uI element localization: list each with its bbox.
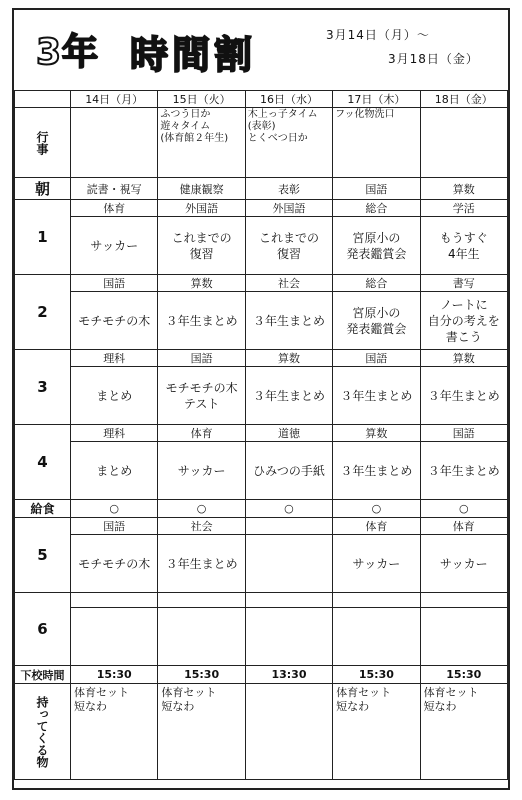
row-label-gekou: 下校時間	[15, 666, 71, 684]
subject-cell: 理科	[71, 350, 158, 367]
content-cell: ノートに 自分の考えを 書こう	[420, 292, 507, 350]
subject-cell: 国語	[420, 425, 507, 442]
period-subject-row	[15, 200, 508, 217]
date-range-start: 3月14日（月）～	[326, 28, 430, 42]
subject-cell: 体育	[71, 200, 158, 217]
content-cell: ３年生まとめ	[245, 292, 332, 350]
morning-cell: 健康観察	[158, 178, 245, 200]
content-cell: モチモチの木	[71, 535, 158, 593]
morning-cell: 表彰	[245, 178, 332, 200]
items-cell: 体育セット 短なわ	[333, 684, 420, 780]
content-cell: サッカー	[420, 535, 507, 593]
event-cell	[420, 108, 507, 178]
dismissal-time: 13:30	[245, 666, 332, 684]
subject-cell: 国語	[158, 350, 245, 367]
content-cell: サッカー	[333, 535, 420, 593]
day-header: 17日（木）	[333, 91, 420, 108]
gyoji-row	[15, 108, 508, 178]
subject-cell	[245, 518, 332, 535]
content-cell: まとめ	[71, 442, 158, 500]
dismissal-time: 15:30	[71, 666, 158, 684]
period-label: 3	[15, 350, 71, 425]
period-label: 1	[15, 200, 71, 275]
day-header: 18日（金）	[420, 91, 507, 108]
period-subject-row	[15, 518, 508, 535]
period-label: 5	[15, 518, 71, 593]
period-content-row	[15, 442, 508, 500]
subject-cell: 国語	[71, 275, 158, 292]
lunch-mark: ○	[420, 500, 507, 518]
period-content-row	[15, 217, 508, 275]
content-cell: これまでの 復習	[245, 217, 332, 275]
event-cell: 木上っ子タイム (表彰) とくべつ日か	[245, 108, 332, 178]
day-header-row	[15, 91, 508, 108]
period-label: 6	[15, 593, 71, 666]
content-cell	[245, 608, 332, 666]
gekou-row	[15, 666, 508, 684]
event-cell: ふつう日か 遊々タイム (体育館２年生)	[158, 108, 245, 178]
subject-cell: 総合	[333, 275, 420, 292]
subject-cell: 算数	[245, 350, 332, 367]
subject-cell: 理科	[71, 425, 158, 442]
page-title: 時間割	[130, 33, 257, 77]
subject-cell: 書写	[420, 275, 507, 292]
dismissal-time: 15:30	[420, 666, 507, 684]
content-cell: ひみつの手紙	[245, 442, 332, 500]
content-cell	[71, 608, 158, 666]
subject-cell: 算数	[333, 425, 420, 442]
content-cell: 宮原小の 発表鑑賞会	[333, 217, 420, 275]
day-header: 14日（月）	[71, 91, 158, 108]
content-cell	[158, 608, 245, 666]
subject-cell	[333, 593, 420, 608]
subject-cell: 算数	[158, 275, 245, 292]
row-label-motte	[15, 684, 71, 780]
subject-cell: 道徳	[245, 425, 332, 442]
content-cell: ３年生まとめ	[420, 442, 507, 500]
subject-cell: 体育	[420, 518, 507, 535]
day-header: 15日（火）	[158, 91, 245, 108]
period-subject-row	[15, 593, 508, 608]
morning-cell: 算数	[420, 178, 507, 200]
row-label-text: 持ってくる物	[35, 695, 49, 768]
lunch-mark: ○	[333, 500, 420, 518]
timetable-sheet	[12, 8, 510, 790]
content-cell: もうすぐ 4年生	[420, 217, 507, 275]
morning-cell: 読書・視写	[71, 178, 158, 200]
period-subject-row	[15, 275, 508, 292]
content-cell: 宮原小の 発表鑑賞会	[333, 292, 420, 350]
content-cell: ３年生まとめ	[158, 292, 245, 350]
period-label: 2	[15, 275, 71, 350]
period-label: 4	[15, 425, 71, 500]
morning-cell: 国語	[333, 178, 420, 200]
content-cell: ３年生まとめ	[245, 367, 332, 425]
subject-cell: 体育	[158, 425, 245, 442]
content-cell: サッカー	[71, 217, 158, 275]
subject-cell: 外国語	[245, 200, 332, 217]
content-cell: ３年生まとめ	[333, 367, 420, 425]
content-cell: ３年生まとめ	[158, 535, 245, 593]
event-cell: フッ化物洗口	[333, 108, 420, 178]
subject-cell	[158, 593, 245, 608]
lunch-mark: ○	[71, 500, 158, 518]
event-cell	[71, 108, 158, 178]
items-cell: 体育セット 短なわ	[158, 684, 245, 780]
kyushoku-row	[15, 500, 508, 518]
content-cell: ３年生まとめ	[333, 442, 420, 500]
content-cell: まとめ	[71, 367, 158, 425]
content-cell	[245, 535, 332, 593]
content-cell: モチモチの木 テスト	[158, 367, 245, 425]
asa-row	[15, 178, 508, 200]
content-cell: モチモチの木	[71, 292, 158, 350]
period-subject-row	[15, 425, 508, 442]
subject-cell: 国語	[71, 518, 158, 535]
subject-cell: 総合	[333, 200, 420, 217]
content-cell: サッカー	[158, 442, 245, 500]
content-cell: ３年生まとめ	[420, 367, 507, 425]
lunch-mark: ○	[158, 500, 245, 518]
period-content-row	[15, 535, 508, 593]
subject-cell	[420, 593, 507, 608]
content-cell: これまでの 復習	[158, 217, 245, 275]
row-label-kyushoku: 給食	[15, 500, 71, 518]
subject-cell: 外国語	[158, 200, 245, 217]
subject-cell: 国語	[333, 350, 420, 367]
content-cell	[420, 608, 507, 666]
subject-cell: 体育	[333, 518, 420, 535]
subject-cell	[245, 593, 332, 608]
content-cell	[333, 608, 420, 666]
row-label-gyoji	[15, 108, 71, 178]
period-content-row	[15, 608, 508, 666]
items-cell: 体育セット 短なわ	[420, 684, 507, 780]
dismissal-time: 15:30	[158, 666, 245, 684]
items-cell	[245, 684, 332, 780]
period-subject-row	[15, 350, 508, 367]
items-cell: 体育セット 短なわ	[71, 684, 158, 780]
subject-cell: 社会	[158, 518, 245, 535]
subject-cell: 社会	[245, 275, 332, 292]
subject-cell	[71, 593, 158, 608]
corner-cell	[15, 91, 71, 108]
period-content-row	[15, 367, 508, 425]
row-label-text: 行事	[35, 130, 49, 155]
subject-cell: 算数	[420, 350, 507, 367]
motte-row	[15, 684, 508, 780]
grade-title: 3年	[36, 32, 100, 73]
date-range-end: 3月18日（金）	[388, 52, 479, 66]
dismissal-time: 15:30	[333, 666, 420, 684]
lunch-mark: ○	[245, 500, 332, 518]
header	[14, 10, 508, 90]
day-header: 16日（水）	[245, 91, 332, 108]
period-content-row	[15, 292, 508, 350]
row-label-asa: 朝	[15, 178, 71, 200]
timetable	[14, 90, 508, 780]
subject-cell: 学活	[420, 200, 507, 217]
